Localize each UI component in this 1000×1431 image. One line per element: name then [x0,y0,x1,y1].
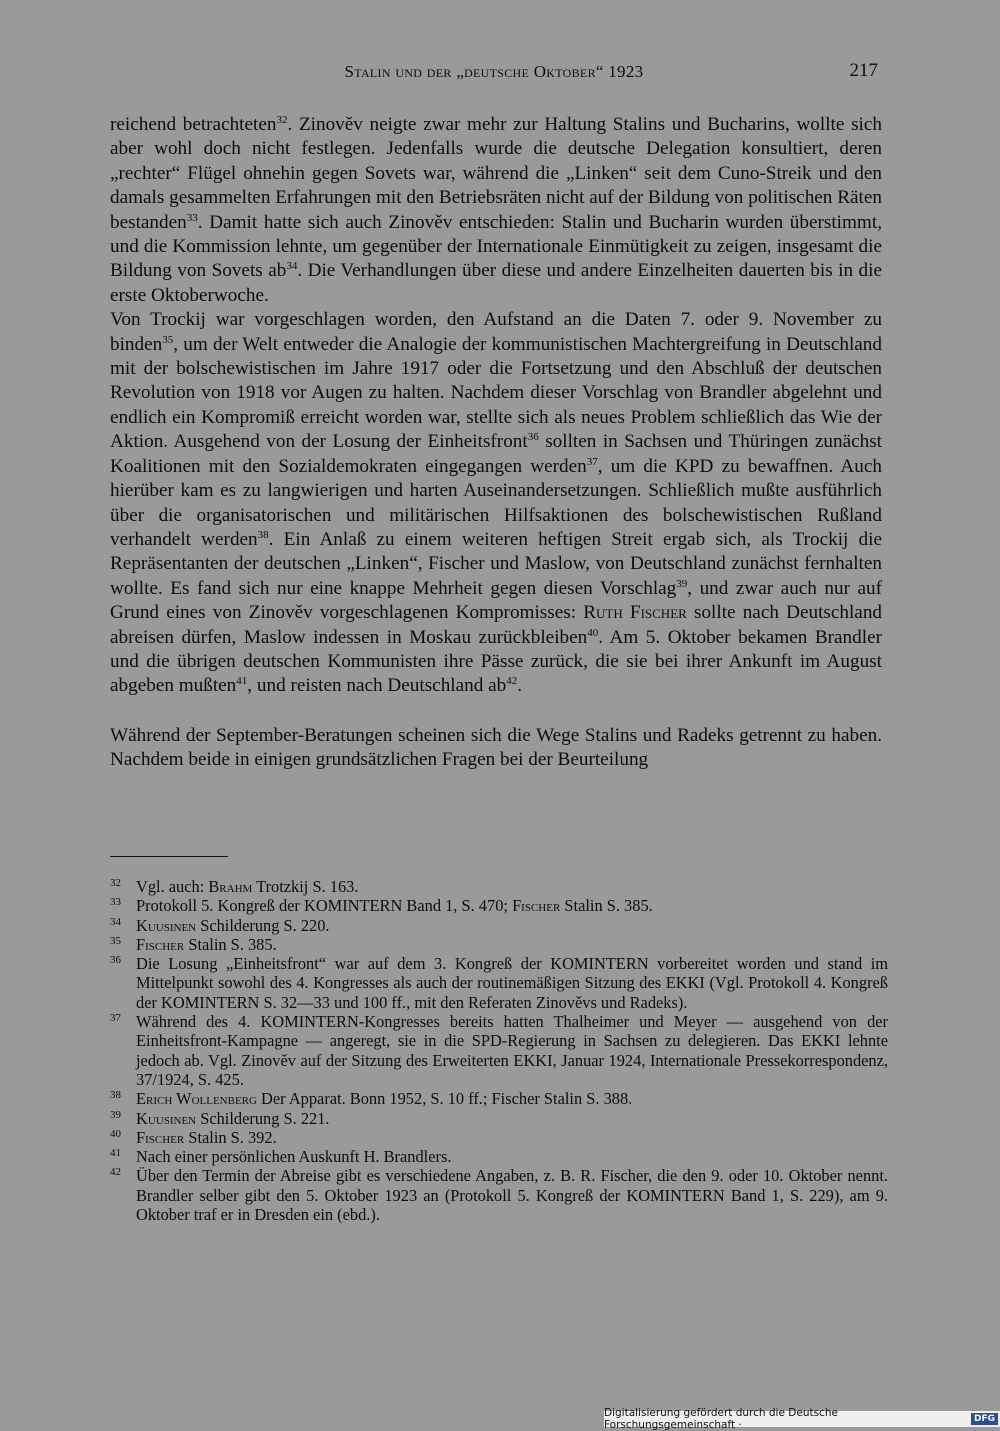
running-header [110,58,878,86]
footnote-number: 40 [110,1127,121,1140]
main-text [110,113,882,773]
footnote-number: 32 [110,877,121,889]
footnote-text-run: Während des 4. KOMINTERN-Kongresses bereits hatten Thalheimer und Meyer — ausgehend von der Einheitsfront-Kampagne — angeregt, sie in die SPD-Regierung in Sachsen zu delegieren. Das EKKI lehnte jedoch ab. Vgl. Zinověv auf der Sitzung des Erweiterten EKKI, Januar 1924, Internationale Pressekorrespondenz, 37/1924, S. 425. [136,1012,888,1089]
footnote-text [136,896,888,915]
footnote-text [136,1147,888,1166]
text-run: . Zinověv neigte zwar mehr zur Haltung Stalins und Bucharins, wollte sich aber wohl doch nicht festlegen. Jedenfalls wurde die deutsche Delegation konsultiert, deren „rechter“ Flügel ohnehin gegen Sovets war, während die „Linken“ seit dem Cuno-Streik und den damals gesammelten Erfahrungen mit den Betriebsräten nicht auf der Bildung von politischen Räten bestanden [110,114,882,233]
text-run: . [517,675,523,697]
footnote-number: 33 [110,896,121,909]
footnote-ref: 34 [286,260,298,273]
text-run: sollten in Sachsen und Thüringen zunächst Koalitionen mit den Sozialdemokraten eingegangen werden [110,431,882,477]
author-name: Ruth Fischer [583,602,687,624]
footnote-text-run: Die Losung „Einheitsfront“ war auf dem 3. Kongreß der KOMINTERN vorbereitet worden und stand im Mittelpunkt sowohl des 4. Kongresses als auch der routinemäßigen Sitzung des EKKI (Vgl. Protokoll 4. Kongreß der KOMINTERN S. 32—33 und 100 ff., mit den Referaten Zinověvs und Radeks). [136,954,888,1012]
footnote-text-run: Vgl. auch: [136,877,209,896]
footnote [110,896,888,915]
footnote-number: 39 [110,1108,121,1121]
footnote [110,1166,888,1224]
page-number: 217 [849,60,878,81]
footnote-text-run: Protokoll 5. Kongreß der KOMINTERN Band 1, S. 470; [136,896,513,916]
footnote-text [136,1166,888,1224]
text-run: reichend betrachteten [110,114,277,135]
text-run: , und zwar auch nur auf Grund eines von Zinověv vorgeschlagenen Kompromisses: [110,577,883,624]
footnote [110,935,888,954]
text-run: sollte nach Deutschland abreisen dürfen, Maslow indessen in Moskau zurückbleiben [110,602,883,648]
footnote-author: Fischer [136,934,185,954]
footnote-text [136,916,888,935]
footnote-text-run: Nach einer persönlichen Auskunft H. Brandlers. [136,1147,452,1167]
footnote-divider [110,856,228,857]
footnote-ref: 42 [506,675,518,688]
footnote-ref: 33 [186,211,198,224]
text-run: . Am 5. Oktober bekamen Brandler und die übrigen deutschen Kommunisten ihre Pässe zurück, die sie bei ihrer Ankunft im August abgeben mußten [110,626,882,697]
footnote-text [136,935,888,954]
footnote-number: 36 [110,954,121,967]
footnote-text-run: Der Apparat. Bonn 1952, S. 10 ff.; Fischer Stalin S. 388. [256,1089,633,1109]
text-run: , um die KPD zu bewaffnen. Auch hierüber kam es zu langwierigen und harten Auseinandersetzungen. Schließlich mußte ausführlich über die organisatorischen und militärischen Hilfsaktionen des bolschewistischen Rußland verhandelt werden [110,455,882,550]
footnote-ref: 41 [236,675,248,688]
footnote-text [136,1128,888,1147]
footnote [110,1012,888,1089]
text-run: , und reisten nach Deutschland ab [247,675,507,697]
text-run: . Ein Anlaß zu einem weiteren heftigen Streit ergab sich, als Trockij die Repräsentanten der deutschen „Linken“, Fischer und Maslow, von Deutschland zunächst fernhalten wollte. Es fand sich nur eine knappe Mehrheit gegen diesen Vorschlag [110,528,882,599]
footnote [110,877,888,896]
footnote-number: 37 [110,1012,121,1025]
text-run: . Damit hatte sich auch Zinověv entschieden: Stalin und Bucharin wurden überstimmt, und die Kommission lehnte, um gegenüber der Internationale Einmütigkeit zu zeigen, insgesamt die Bildung von Sovets ab [110,211,882,282]
text-run: , um der Welt entweder die Analogie der kommunistischen Machtergreifung in Deutschland mit der bolschewistischen im Jahre 1917 oder die Fortsetzung und den Abschluß der deutschen Revolution von 1918 vor Augen zu halten. Nachdem dieser Vorschlag von Brandler abgelehnt und endlich ein Kompromiß erreicht worden war, stellte sich als neues Problem schließlich das Wie der Aktion. Ausgehend von der Losung der Einheitsfront [110,333,882,453]
footnote-text [136,1109,888,1128]
footnote [110,1128,888,1147]
text-run: . Die Verhandlungen über diese und andere Einzelheiten dauerten bis in die erste Oktoberwoche. [110,260,882,306]
footnote-ref: 32 [276,114,288,126]
footnote [110,1109,888,1128]
footnote-author: Brahm [208,877,253,896]
paragraph-3: Während der September-Beratungen scheinen sich die Wege Stalins und Radeks getrennt zu haben. Nachdem beide in einigen grundsätzlichen Fragen bei der Beurteilung [110,724,882,771]
footnote-author: Fischer [136,1127,185,1147]
footnote-text [136,1012,888,1089]
running-title: Stalin und der „deutsche Oktober“ 1923 [344,62,644,81]
footnote-text-run: Über den Termin der Abreise gibt es verschiedene Angaben, z. B. R. Fischer, die den 9. oder 10. Oktober nennt. Brandler selber gibt den 5. Oktober 1923 an (Protokoll 5. Kongreß der KOMINTERN Band 1, S. 229), am 9. Oktober traf er in Dresden ein (ebd.). [136,1166,888,1225]
footnote [110,1147,888,1166]
footnote-author: Fischer [512,896,561,916]
footnote-text-run: Stalin S. 385. [560,896,653,916]
footnote-text [136,877,888,896]
footnote-number: 34 [110,915,121,928]
footnote-number: 41 [110,1147,121,1160]
footnote-number: 42 [110,1166,121,1179]
footnote-ref: 39 [676,577,688,590]
digitization-footer [604,1407,1000,1431]
footnote-author: Kuusinen [136,915,197,935]
footnote-text-run: Schilderung S. 220. [196,915,330,935]
paragraph-1 [110,113,882,308]
footnote-text [136,1089,888,1108]
footnote-ref: 37 [586,455,598,468]
dfg-logo: DFG [971,1413,998,1425]
footnote [110,916,888,935]
footnote-text-run: Schilderung S. 221. [196,1108,330,1128]
footnote-text-run: Stalin S. 392. [184,1127,277,1147]
footnote-text [136,954,888,1012]
footnote-ref: 35 [162,333,174,346]
paragraph-2 [110,308,882,699]
footnote-ref: 36 [527,431,539,444]
footnote-ref: 40 [587,626,599,639]
footnotes [110,877,888,1224]
footnote-number: 38 [110,1089,121,1102]
footnote-author: Kuusinen [136,1108,197,1128]
footnote-number: 35 [110,934,121,947]
text-run: Von Trockij war vorgeschlagen worden, den Aufstand an die Daten 7. oder 9. November zu binden [110,309,882,355]
footnote-text-run: Stalin S. 385. [184,934,277,954]
footnote [110,1089,888,1108]
footer-text: Digitalisierung gefördert durch die Deutsche Forschungsgemeinschaft · [604,1407,838,1431]
footnote-author: Erich Wollenberg [136,1089,257,1109]
footnote-text-run: Trotzkij S. 163. [252,877,359,896]
footnote-ref: 38 [257,528,269,541]
footnote [110,954,888,1012]
